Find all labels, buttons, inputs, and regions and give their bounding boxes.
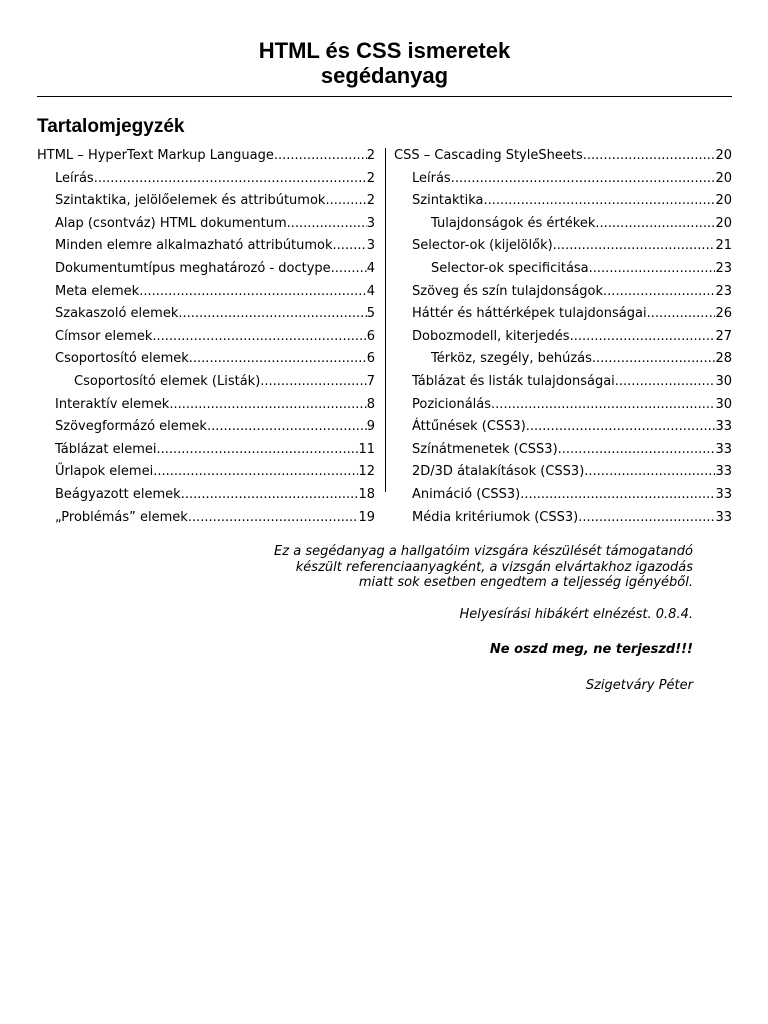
toc-dot-leader	[484, 190, 716, 213]
toc-entry-page-number: 27	[715, 328, 732, 344]
closing-notes	[37, 544, 693, 693]
toc-entry-label: Csoportosító elemek (Listák)	[74, 373, 261, 389]
toc-entry-label: Selector-ok specificitása	[431, 260, 589, 276]
toc-entry-page-number: 4	[366, 260, 375, 276]
intro-line-2: készült referenciaanyagként, a vizsgán elvártakhoz igazodás	[295, 559, 693, 575]
toc-entry[interactable]	[37, 439, 375, 462]
toc-entry[interactable]	[394, 507, 732, 530]
toc-entry-label: Meta elemek	[55, 283, 140, 299]
toc-entry-label: Dokumentumtípus meghatározó - doctype	[55, 260, 331, 276]
toc-entry[interactable]	[394, 394, 732, 417]
toc-entry[interactable]	[394, 484, 732, 507]
toc-entry[interactable]	[394, 439, 732, 462]
toc-dot-leader	[526, 416, 716, 439]
toc-dot-leader	[157, 439, 359, 462]
toc-entry-page-number: 3	[366, 238, 375, 254]
toc-dot-leader	[647, 303, 716, 326]
toc-entry[interactable]	[37, 235, 375, 258]
toc-entry[interactable]	[394, 213, 732, 236]
toc-entry-label: Áttűnések (CSS3)	[412, 419, 526, 435]
table-of-contents	[37, 145, 732, 529]
toc-entry-label: Szöveg és szín tulajdonságok	[412, 283, 604, 299]
toc-entry-label: CSS – Cascading StyleSheets	[394, 148, 583, 163]
toc-dot-leader	[178, 303, 366, 326]
author-name: Szigetváry Péter	[585, 677, 693, 693]
toc-dot-leader	[595, 213, 715, 236]
toc-entry-page-number: 33	[715, 419, 732, 435]
toc-entry-page-number: 6	[366, 351, 375, 367]
toc-entry-page-number: 18	[358, 486, 375, 502]
toc-entry-label: Pozicionálás	[412, 396, 492, 412]
toc-dot-leader	[94, 168, 367, 191]
toc-entry-page-number: 2	[366, 148, 375, 163]
toc-entry[interactable]	[37, 348, 375, 371]
toc-dot-leader	[583, 145, 716, 168]
toc-entry-page-number: 5	[366, 306, 375, 322]
toc-entry[interactable]	[37, 394, 375, 417]
toc-column-html	[37, 145, 375, 529]
toc-dot-leader	[491, 394, 715, 417]
toc-entry-page-number: 30	[715, 373, 732, 389]
toc-entry[interactable]	[37, 145, 375, 168]
toc-entry-page-number: 2	[366, 193, 375, 209]
toc-dot-leader	[139, 281, 367, 304]
toc-entry-label: Média kritériumok (CSS3)	[412, 509, 579, 525]
toc-dot-leader	[152, 326, 366, 349]
toc-entry[interactable]	[37, 281, 375, 304]
toc-entry-page-number: 2	[366, 170, 375, 186]
toc-entry-page-number: 20	[715, 193, 732, 209]
toc-entry[interactable]	[394, 303, 732, 326]
toc-entry[interactable]	[394, 258, 732, 281]
document-title	[37, 38, 732, 88]
toc-entry-page-number: 20	[715, 148, 732, 163]
toc-entry[interactable]	[37, 371, 375, 394]
toc-entry-page-number: 21	[715, 238, 732, 254]
toc-dot-leader	[274, 145, 367, 168]
toc-entry[interactable]	[394, 326, 732, 349]
toc-entry[interactable]	[394, 461, 732, 484]
toc-dot-leader	[207, 416, 367, 439]
toc-dot-leader	[558, 439, 716, 462]
toc-entry-label: Űrlapok elemei	[55, 464, 154, 480]
toc-dot-leader	[578, 507, 715, 530]
toc-entry[interactable]	[37, 213, 375, 236]
toc-entry-page-number: 33	[715, 464, 732, 480]
distribution-warning: Ne oszd meg, ne terjeszd!!!	[489, 642, 693, 657]
intro-line-1: Ez a segédanyag a hallgatóim vizsgára készülését támogatandó	[274, 544, 693, 559]
toc-column-divider	[385, 148, 386, 492]
toc-entry-label: Táblázat és listák tulajdonságai	[412, 373, 615, 389]
toc-dot-leader	[584, 461, 715, 484]
toc-entry-label: 2D/3D átalakítások (CSS3)	[412, 464, 585, 480]
toc-heading: Tartalomjegyzék	[37, 116, 185, 137]
toc-dot-leader	[451, 168, 716, 191]
toc-entry[interactable]	[394, 235, 732, 258]
toc-entry-page-number: 9	[366, 419, 375, 435]
toc-entry[interactable]	[37, 326, 375, 349]
toc-dot-leader	[333, 235, 367, 258]
toc-dot-leader	[520, 484, 715, 507]
toc-entry-label: Csoportosító elemek	[55, 351, 189, 367]
toc-dot-leader	[615, 371, 716, 394]
toc-dot-leader	[592, 348, 716, 371]
toc-entry-page-number: 28	[715, 351, 732, 367]
toc-entry-page-number: 33	[715, 486, 732, 502]
toc-entry[interactable]	[37, 484, 375, 507]
toc-entry-label: Dobozmodell, kiterjedés	[412, 328, 570, 344]
toc-dot-leader	[287, 213, 367, 236]
toc-dot-leader	[260, 371, 366, 394]
toc-entry[interactable]	[394, 145, 732, 168]
toc-entry-page-number: 12	[358, 464, 375, 480]
toc-entry[interactable]	[37, 416, 375, 439]
toc-entry-page-number: 23	[715, 283, 732, 299]
intro-line-3: miatt sok esetben engedtem a teljesség igényéből.	[358, 575, 693, 590]
toc-entry[interactable]	[37, 303, 375, 326]
toc-entry-page-number: 33	[715, 441, 732, 457]
spelling-apology: Helyesírási hibákért elnézést. 0.8.4.	[459, 606, 693, 622]
toc-entry-page-number: 33	[715, 509, 732, 525]
toc-entry[interactable]	[37, 190, 375, 213]
toc-entry-page-number: 20	[715, 170, 732, 186]
toc-entry-label: Leírás	[55, 170, 94, 186]
toc-dot-leader	[589, 258, 716, 281]
toc-entry-label: „Problémás” elemek	[55, 509, 188, 525]
toc-entry-page-number: 19	[358, 509, 375, 525]
toc-entry-page-number: 26	[715, 306, 732, 322]
toc-entry-label: Interaktív elemek	[55, 396, 170, 412]
toc-dot-leader	[153, 461, 358, 484]
toc-entry-label: Szövegformázó elemek	[55, 419, 207, 435]
intro-paragraph	[37, 544, 693, 591]
toc-dot-leader	[553, 235, 716, 258]
toc-entry-page-number: 8	[366, 396, 375, 412]
toc-dot-leader	[331, 258, 367, 281]
toc-entry-page-number: 4	[366, 283, 375, 299]
toc-entry-label: Szintaktika	[412, 193, 484, 209]
toc-entry-label: Szintaktika, jelölőelemek és attribútumok	[55, 193, 326, 209]
toc-entry[interactable]	[394, 168, 732, 191]
toc-entry-label: Térköz, szegély, behúzás	[431, 351, 592, 367]
toc-entry-label: Háttér és háttérképek tulajdonságai	[412, 306, 647, 322]
toc-entry-page-number: 3	[366, 215, 375, 231]
toc-entry-label: HTML – HyperText Markup Language	[37, 148, 274, 163]
toc-entry-label: Selector-ok (kijelölők)	[412, 238, 553, 254]
toc-dot-leader	[325, 190, 366, 213]
toc-dot-leader	[169, 394, 366, 417]
document-page	[37, 0, 732, 693]
toc-entry[interactable]	[37, 461, 375, 484]
toc-entry[interactable]	[394, 348, 732, 371]
toc-dot-leader	[603, 281, 715, 304]
toc-entry-label: Színátmenetek (CSS3)	[412, 441, 558, 457]
toc-dot-leader	[189, 348, 367, 371]
toc-entry-page-number: 30	[715, 396, 732, 412]
toc-entry[interactable]	[394, 416, 732, 439]
toc-entry-page-number: 6	[366, 328, 375, 344]
title-divider	[37, 96, 732, 97]
toc-entry[interactable]	[37, 507, 375, 530]
toc-entry-label: Címsor elemek	[55, 328, 153, 344]
toc-entry-label: Alap (csontváz) HTML dokumentum	[55, 215, 287, 231]
toc-entry-label: Minden elemre alkalmazható attribútumok	[55, 238, 333, 254]
title-line-1: HTML és CSS ismeretek	[258, 38, 511, 63]
toc-entry[interactable]	[37, 258, 375, 281]
toc-entry[interactable]	[394, 281, 732, 304]
toc-entry-page-number: 11	[358, 441, 375, 457]
toc-entry-page-number: 7	[366, 373, 375, 389]
toc-entry-label: Animáció (CSS3)	[412, 486, 521, 502]
toc-entry-label: Beágyazott elemek	[55, 486, 181, 502]
toc-entry[interactable]	[394, 190, 732, 213]
toc-entry-label: Leírás	[412, 170, 451, 186]
toc-entry-label: Szakaszoló elemek	[55, 306, 179, 322]
toc-entry-page-number: 20	[715, 215, 732, 231]
toc-entry[interactable]	[394, 371, 732, 394]
title-line-2: segédanyag	[320, 63, 449, 88]
toc-entry[interactable]	[37, 168, 375, 191]
toc-column-css	[394, 145, 732, 529]
toc-dot-leader	[570, 326, 716, 349]
toc-entry-page-number: 23	[715, 260, 732, 276]
toc-dot-leader	[188, 507, 359, 530]
toc-dot-leader	[181, 484, 359, 507]
toc-entry-label: Tulajdonságok és értékek	[431, 215, 596, 231]
toc-entry-label: Táblázat elemei	[55, 441, 157, 457]
